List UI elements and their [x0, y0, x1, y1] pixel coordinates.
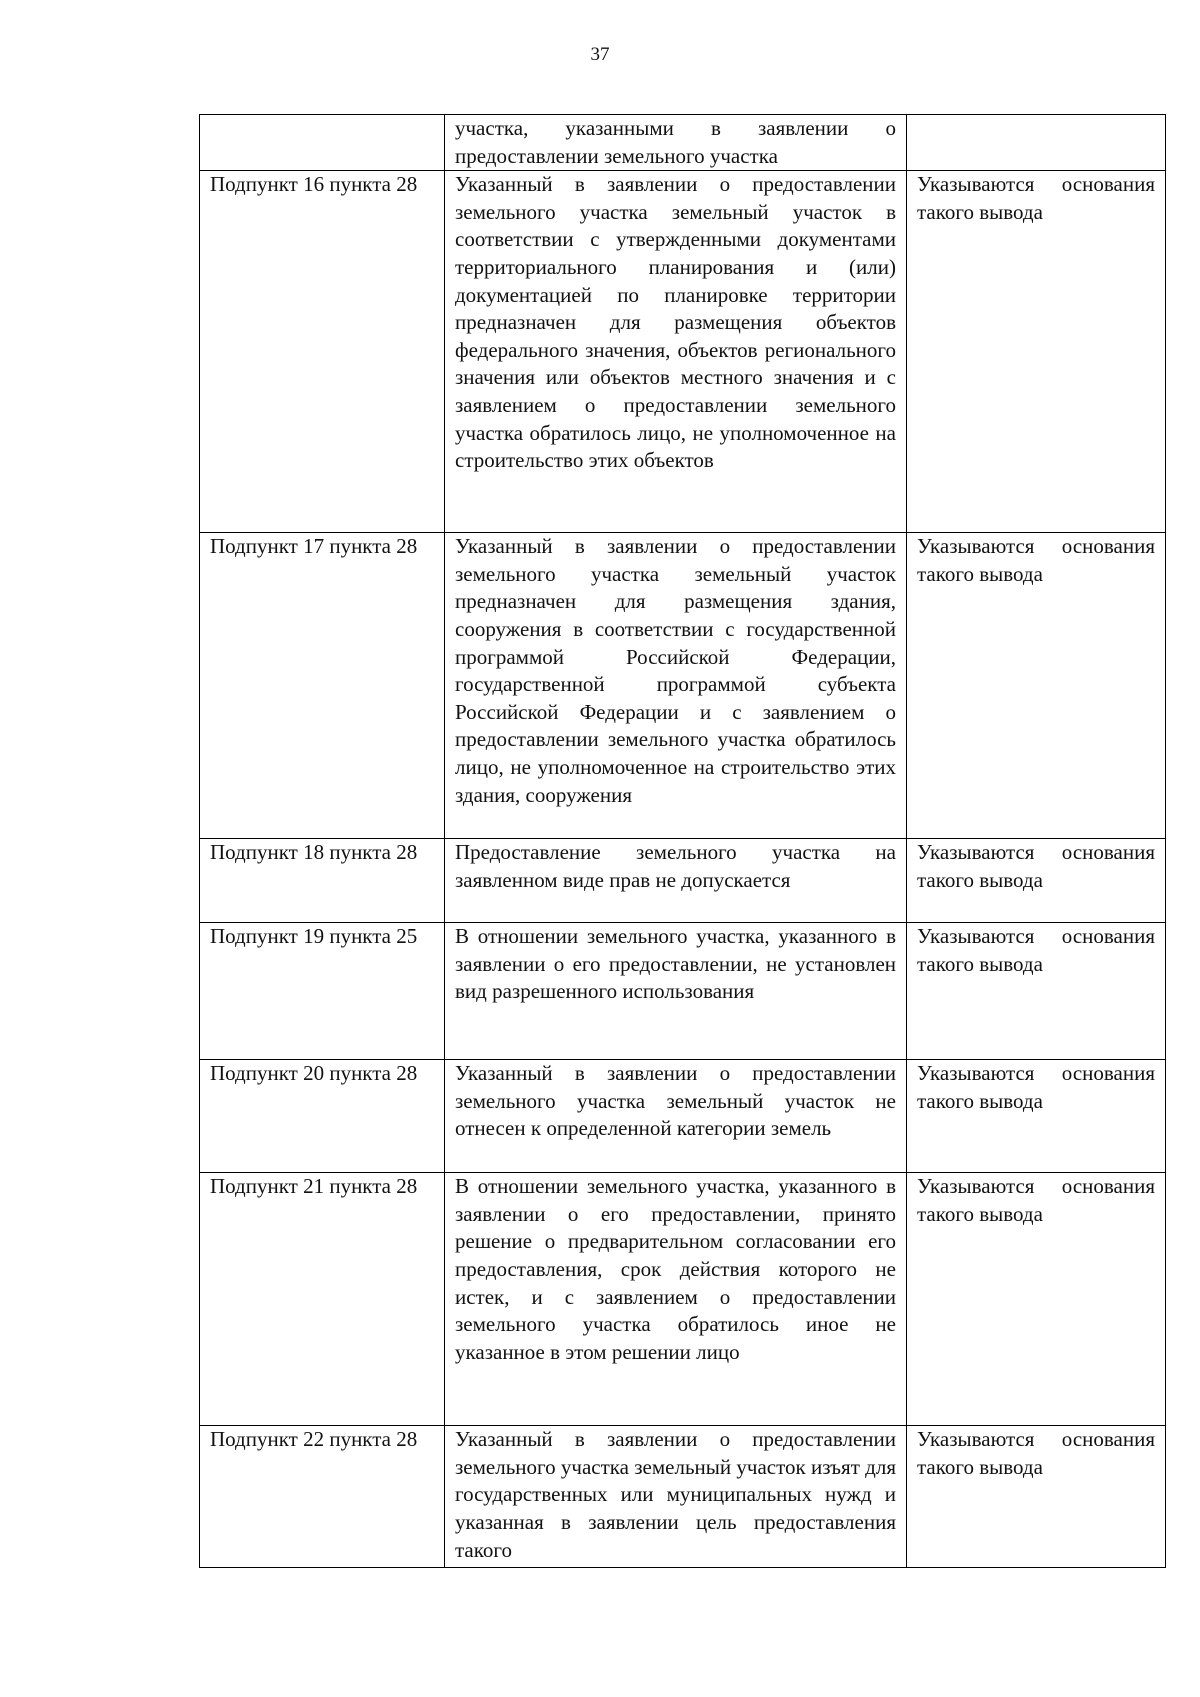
table-row [200, 1060, 1166, 1173]
explanation-cell: Указываются основания такого вывода [907, 1426, 1166, 1568]
point-cell: Подпункт 18 пункта 28 [200, 839, 445, 923]
table-row [200, 1426, 1166, 1568]
explanation-cell: Указываются основания такого вывода [907, 533, 1166, 839]
explanation-cell: Указываются основания такого вывода [907, 1060, 1166, 1173]
table-row [200, 923, 1166, 1060]
explanation-cell [907, 115, 1166, 171]
point-cell: Подпункт 17 пункта 28 [200, 533, 445, 839]
content-cell: В отношении земельного участка, указанного в заявлении о его предоставлении, принято решение о предварительном согласовании его предоставления, срок действия которого не истек, и с заявлением о предоставлении земельного участка обратилось иное не указанное в этом решении лицо [445, 1173, 907, 1426]
point-cell: Подпункт 21 пункта 28 [200, 1173, 445, 1426]
grounds-table [199, 114, 1166, 1568]
explanation-cell: Указываются основания такого вывода [907, 839, 1166, 923]
point-cell: Подпункт 16 пункта 28 [200, 171, 445, 533]
point-cell: Подпункт 20 пункта 28 [200, 1060, 445, 1173]
table-row [200, 1173, 1166, 1426]
content-cell: Предоставление земельного участка на заявленном виде прав не допускается [445, 839, 907, 923]
content-cell: Указанный в заявлении о предоставлении земельного участка земельный участок предназначен для размещения здания, сооружения в соответствии с государственной программой Российской Федерации, государственной программой субъекта Российской Федерации и с заявлением о предоставлении земельного участка обратилось лицо, не уполномоченное на строительство этих здания, сооружения [445, 533, 907, 839]
table-row [200, 171, 1166, 533]
content-cell: Указанный в заявлении о предоставлении земельного участка земельный участок не отнесен к определенной категории земель [445, 1060, 907, 1173]
point-cell [200, 115, 445, 171]
table-row [200, 839, 1166, 923]
explanation-cell: Указываются основания такого вывода [907, 1173, 1166, 1426]
page-number: 37 [590, 44, 610, 65]
content-cell: В отношении земельного участка, указанного в заявлении о его предоставлении, не установлен вид разрешенного использования [445, 923, 907, 1060]
table-row [200, 115, 1166, 171]
table-row [200, 533, 1166, 839]
explanation-cell: Указываются основания такого вывода [907, 171, 1166, 533]
content-cell: Указанный в заявлении о предоставлении земельного участка земельный участок изъят для государственных или муниципальных нужд и указанная в заявлении цель предоставления такого [445, 1426, 907, 1568]
content-cell: участка, указанными в заявлении о предоставлении земельного участка [445, 115, 907, 171]
content-cell: Указанный в заявлении о предоставлении земельного участка земельный участок в соответствии с утвержденными документами территориального планирования и (или) документацией по планировке территории предназначен для размещения объектов федерального значения, объектов регионального значения или объектов местного значения и с заявлением о предоставлении земельного участка обратилось лицо, не уполномоченное на строительство этих объектов [445, 171, 907, 533]
point-cell: Подпункт 19 пункта 25 [200, 923, 445, 1060]
point-cell: Подпункт 22 пункта 28 [200, 1426, 445, 1568]
explanation-cell: Указываются основания такого вывода [907, 923, 1166, 1060]
